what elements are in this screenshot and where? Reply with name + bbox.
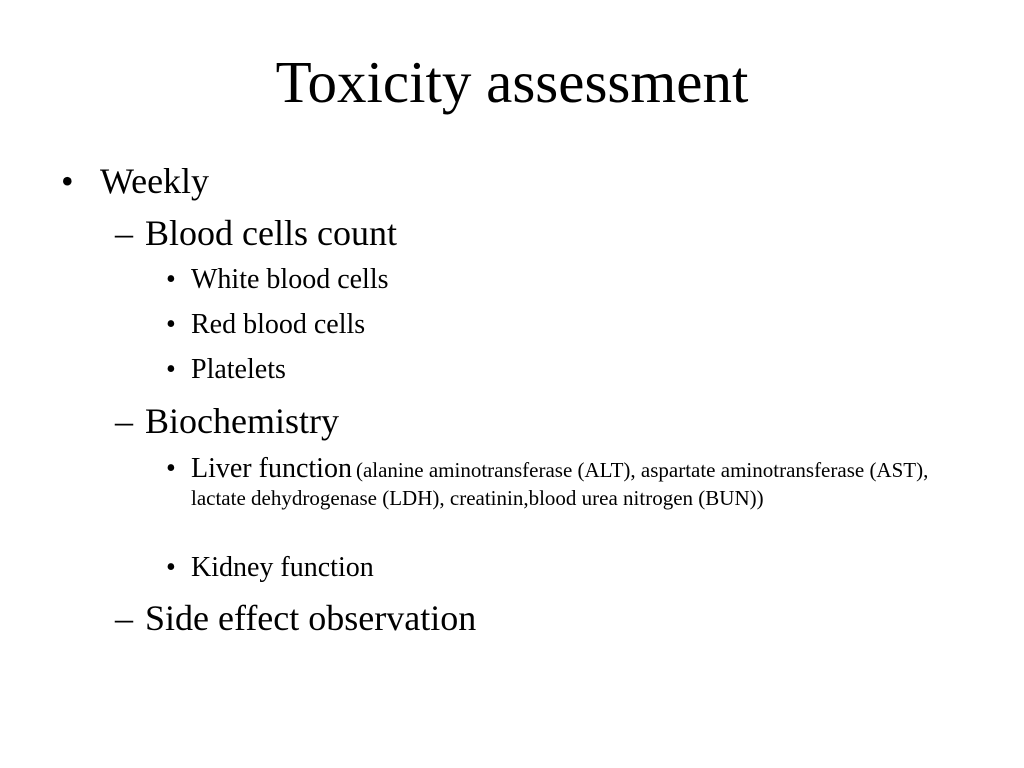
bullet-biochemistry xyxy=(115,400,339,442)
bullet-marker: • xyxy=(166,264,176,295)
bullet-biochemistry-text: Biochemistry xyxy=(145,401,339,441)
slide-title: Toxicity assessment xyxy=(275,49,749,115)
bullet-marker: • xyxy=(166,309,176,340)
bullet-kidney-function xyxy=(166,551,374,585)
bullet-blood-cells-count xyxy=(115,212,397,254)
bullet-liver-function-text: Liver function xyxy=(191,453,352,484)
bullet-marker: • xyxy=(61,161,74,201)
bullet-red-blood-cells xyxy=(166,308,365,342)
bullet-side-effect-observation-text: Side effect observation xyxy=(145,598,477,638)
bullet-blood-cells-count-text: Blood cells count xyxy=(145,213,397,253)
bullet-marker: • xyxy=(166,354,176,385)
bullet-red-blood-cells-text: Red blood cells xyxy=(191,309,366,340)
bullet-white-blood-cells xyxy=(166,263,389,297)
bullet-side-effect-observation xyxy=(115,597,476,639)
bullet-marker: • xyxy=(166,453,176,484)
bullet-weekly-text: Weekly xyxy=(100,161,210,201)
bullet-marker: • xyxy=(166,552,176,583)
bullet-liver-function xyxy=(166,454,936,512)
bullet-kidney-function-text: Kidney function xyxy=(191,552,374,583)
dash-marker: – xyxy=(115,598,133,638)
bullet-platelets-text: Platelets xyxy=(191,354,286,385)
bullet-white-blood-cells-text: White blood cells xyxy=(191,264,389,295)
bullet-weekly xyxy=(61,160,209,202)
bullet-platelets xyxy=(166,353,286,387)
dash-marker: – xyxy=(115,401,133,441)
dash-marker: – xyxy=(115,213,133,253)
bullet-liver-function-detail: (alanine aminotransferase (ALT), aspartate aminotransferase (AST), lactate dehydrogenase (LDH), creatinin,blood urea nitrogen (BUN)) xyxy=(191,458,929,510)
